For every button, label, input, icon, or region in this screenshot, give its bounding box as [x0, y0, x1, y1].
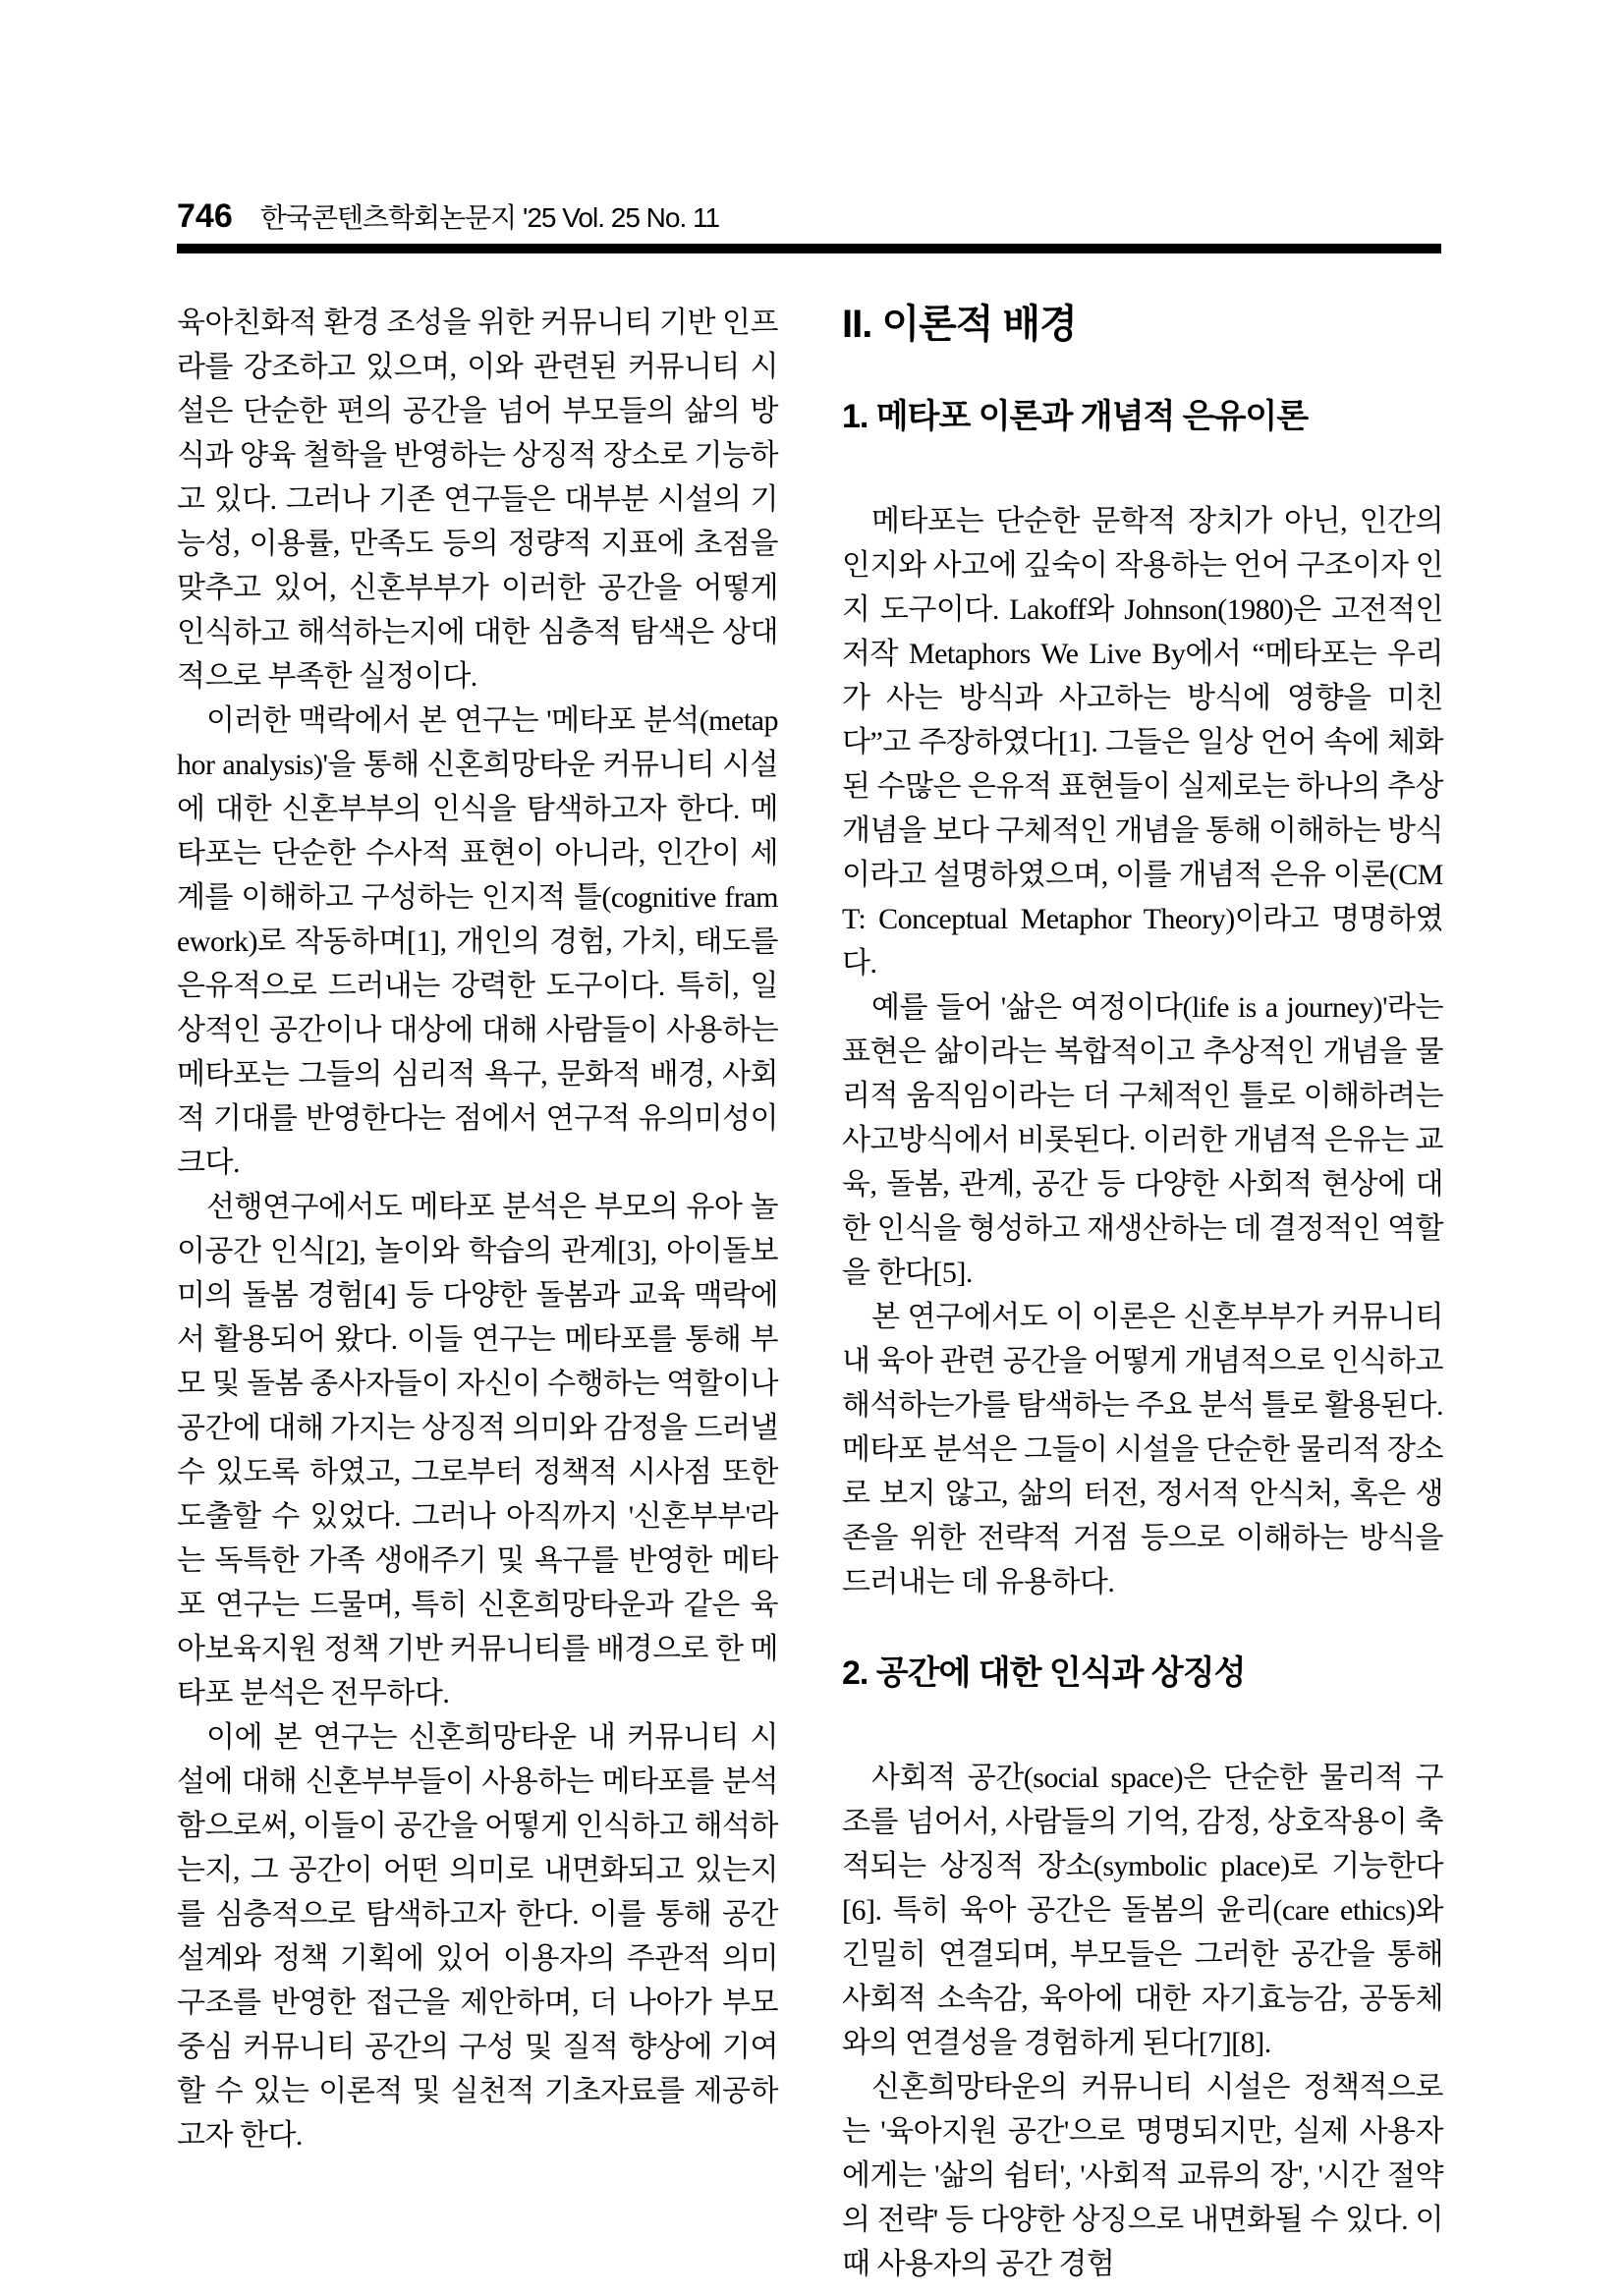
- subsection-heading-1: 1. 메타포 이론과 개념적 은유이론: [842, 398, 1309, 435]
- two-column-body: [177, 301, 1444, 2286]
- section-heading: II. 이론적 배경: [842, 303, 1077, 346]
- paragraph: 이러한 맥락에서 본 연구는 '메타포 분석(metaphor analysis)'을 통해 신혼희망타운 커뮤니티 시설에 대한 신혼부부의 인식을 탐색하고자 한다. 메타포는 단순한 수사적 표현이 아니라, 인간이 세계를 이해하고 구성하는 인지적 틀(cognitive framework)로 작동하며[1], 개인의 경험, 가치, 태도를 은유적으로 드러내는 강력한 도구이다. 특히, 일상적인 공간이나 대상에 대해 사람들이 사용하는 메타포는 그들의 심리적 욕구, 문화적 배경, 사회적 기대를 반영한다는 점에서 연구적 유의미성이 크다.: [177, 704, 778, 1179]
- paragraph: 선행연구에서도 메타포 분석은 부모의 유아 놀이공간 인식[2], 놀이와 학습의 관계[3], 아이돌보미의 돌봄 경험[4] 등 다양한 돌봄과 교육 맥락에서 활용되어 왔다. 이들 연구는 메타포를 통해 부모 및 돌봄 종사자들이 자신이 수행하는 역할이나 공간에 대해 가지는 상징적 의미와 감정을 드러낼 수 있도록 하였고, 그로부터 정책적 시사점 또한 도출할 수 있었다. 그러나 아직까지 '신혼부부'라는 독특한 가족 생애주기 및 욕구를 반영한 메타포 연구는 드물며, 특히 신혼희망타운과 같은 육아보육지원 정책 기반 커뮤니티를 배경으로 한 메타포 분석은 전무하다.: [177, 1191, 778, 1709]
- paragraph: 본 연구에서도 이 이론은 신혼부부가 커뮤니티 내 육아 관련 공간을 어떻게 개념적으로 인식하고 해석하는가를 탐색하는 주요 분석 틀로 활용된다. 메타포 분석은 그들이 시설을 단순한 물리적 장소로 보지 않고, 삶의 터전, 정서적 안식처, 혹은 생존을 위한 전략적 거점 등으로 이해하는 방식을 드러내는 데 유용하다.: [842, 1301, 1443, 1598]
- paragraph: 사회적 공간(social space)은 단순한 물리적 구조를 넘어서, 사람들의 기억, 감정, 상호작용이 축적되는 상징적 장소(symbolic place)로 기능한다[6]. 특히 육아 공간은 돌봄의 윤리(care ethics)와 긴밀히 연결되며, 부모들은 그러한 공간을 통해 사회적 소속감, 육아에 대한 자기효능감, 공동체와의 연결성을 경험하게 된다[7][8].: [842, 1762, 1443, 2059]
- paragraph: 메타포는 단순한 문학적 장치가 아닌, 인간의 인지와 사고에 깊숙이 작용하는 언어 구조이자 인지 도구이다. Lakoff와 Johnson(1980)은 고전적인 저작 Metaphors We Live By에서 “메타포는 우리가 사는 방식과 사고하는 방식에 영향을 미친다”고 주장하였다[1]. 그들은 일상 언어 속에 체화된 수많은 은유적 표현들이 실제로는 하나의 추상 개념을 보다 구체적인 개념을 통해 이해하는 방식이라고 설명하였으며, 이를 개념적 은유 이론(CMT: Conceptual Metaphor Theory)이라고 명명하였다.: [842, 505, 1443, 980]
- right-column: [842, 301, 1443, 2286]
- journal-page: [177, 196, 1444, 2286]
- page-header: [177, 196, 1444, 236]
- header-rule: [177, 244, 1441, 253]
- page-number: 746: [177, 197, 233, 235]
- paragraph: 육아친화적 환경 조성을 위한 커뮤니티 기반 인프라를 강조하고 있으며, 이와 관련된 커뮤니티 시설은 단순한 편의 공간을 넘어 부모들의 삶의 방식과 양육 철학을 반영하는 상징적 장소로 기능하고 있다. 그러나 기존 연구들은 대부분 시설의 기능성, 이용률, 만족도 등의 정량적 지표에 초점을 맞추고 있어, 신혼부부가 이러한 공간을 어떻게 인식하고 해석하는지에 대한 심층적 탐색은 상대적으로 부족한 실정이다.: [177, 307, 778, 693]
- paragraph: 예를 들어 '삶은 여정이다(life is a journey)'라는 표현은 삶이라는 복합적이고 추상적인 개념을 물리적 움직임이라는 더 구체적인 틀로 이해하려는 사고방식에서 비롯된다. 이러한 개념적 은유는 교육, 돌봄, 관계, 공간 등 다양한 사회적 현상에 대한 인식을 형성하고 재생산하는 데 결정적인 역할을 한다[5].: [842, 991, 1443, 1289]
- paragraph: 신혼희망타운의 커뮤니티 시설은 정책적으로는 '육아지원 공간'으로 명명되지만, 실제 사용자에게는 '삶의 쉼터', '사회적 교류의 장', '시간 절약의 전략' 등 다양한 상징으로 내면화될 수 있다. 이때 사용자의 공간 경험: [842, 2071, 1443, 2280]
- journal-title: 한국콘텐츠학회논문지 '25 Vol. 25 No. 11: [259, 202, 720, 233]
- paragraph: 이에 본 연구는 신혼희망타운 내 커뮤니티 시설에 대해 신혼부부들이 사용하는 메타포를 분석함으로써, 이들이 공간을 어떻게 인식하고 해석하는지, 그 공간이 어떤 의미로 내면화되고 있는지를 심층적으로 탐색하고자 한다. 이를 통해 공간 설계와 정책 기획에 있어 이용자의 주관적 의미 구조를 반영한 접근을 제안하며, 더 나아가 부모 중심 커뮤니티 공간의 구성 및 질적 향상에 기여할 수 있는 이론적 및 실천적 기초자료를 제공하고자 한다.: [177, 1721, 778, 2152]
- subsection-heading-2: 2. 공간에 대한 인식과 상징성: [842, 1654, 1246, 1692]
- left-column: [177, 301, 778, 2286]
